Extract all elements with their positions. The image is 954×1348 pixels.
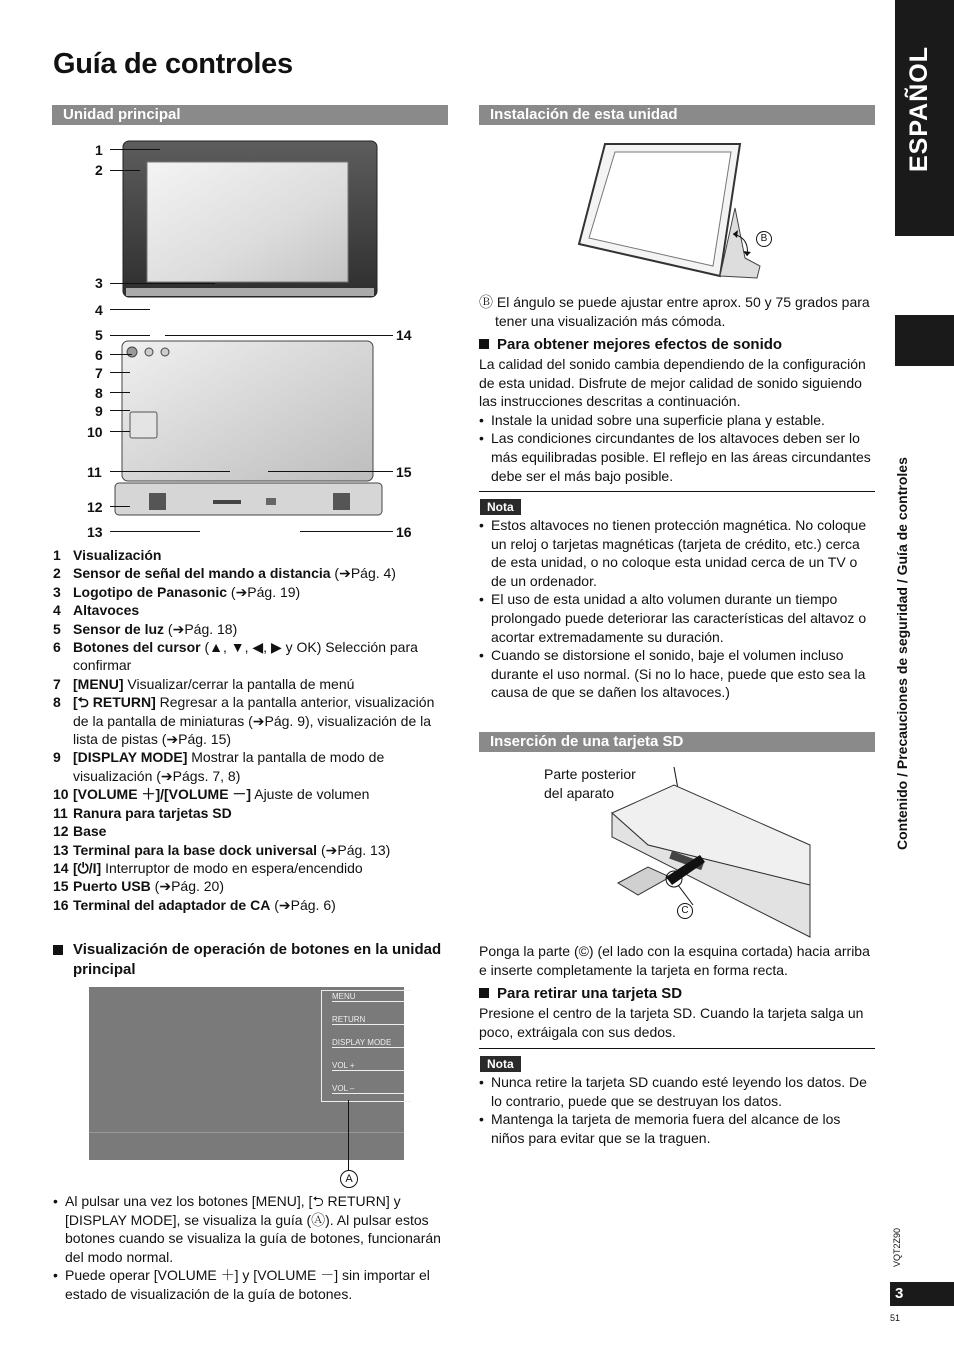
remove-heading: Para retirar una tarjeta SD bbox=[479, 984, 682, 1004]
leader-3 bbox=[110, 283, 215, 284]
leader-16 bbox=[300, 531, 393, 532]
list-item: 9 [DISPLAY MODE] Mostrar la pantalla de modo de visualización (➔Págs. 7, 8) bbox=[53, 749, 385, 784]
leader-2 bbox=[110, 170, 140, 171]
callout-16: 16 bbox=[396, 524, 412, 540]
sd-text: Ponga la parte (©) (el lado con la esquina cortada) hacia arriba e inserte completamente la tarjeta en forma recta. bbox=[479, 943, 870, 978]
leader-15 bbox=[268, 471, 393, 472]
callout-12: 12 bbox=[87, 499, 103, 515]
nota2-bullets bbox=[479, 1073, 875, 1147]
callout-5: 5 bbox=[95, 327, 103, 343]
guide-label-return: RETURN bbox=[332, 1015, 404, 1025]
list-item: 2 Sensor de señal del mando a distancia (➔Pág. 4) bbox=[53, 565, 396, 582]
language-label: ESPAÑOL bbox=[905, 46, 933, 172]
guide-pointer-line bbox=[348, 1100, 349, 1170]
callout-2: 2 bbox=[95, 162, 103, 178]
callout-13: 13 bbox=[87, 524, 103, 540]
remove-text: Presione el centro de la tarjeta SD. Cuando la tarjeta salga un poco, extráigala con sus dedos. bbox=[479, 1005, 864, 1040]
leader-4 bbox=[110, 309, 150, 310]
list-item: • Puede operar [VOLUME ＋] y [VOLUME －] sin importar el estado de visualización de la guía de botones. bbox=[53, 1267, 430, 1302]
leader-12 bbox=[110, 506, 130, 507]
list-item: 12 Base bbox=[53, 823, 107, 840]
leader-7 bbox=[110, 372, 130, 373]
list-item: 5 Sensor de luz (➔Pág. 18) bbox=[53, 620, 238, 637]
callout-11: 11 bbox=[87, 464, 102, 480]
callout-4: 4 bbox=[95, 302, 103, 318]
list-item: • Al pulsar una vez los botones [MENU], [⮌ RETURN] y [DISPLAY MODE], se visualiza la guía (Ⓐ). Al pulsar estos botones cuando se visualiza la guía de botones, funcionarán del modo normal. bbox=[53, 1193, 441, 1265]
list-item: 7 [MENU] Visualizar/cerrar la pantalla de menú bbox=[53, 675, 355, 692]
list-item: • Estos altavoces no tienen protección magnética. No coloque un reloj o tarjetas magnéticas (tarjeta de crédito, etc.) cerca de esta unidad, o no coloque esta unidad cerca de un TV o de un ordenador. bbox=[479, 517, 867, 589]
callout-14: 14 bbox=[396, 327, 412, 343]
callout-7: 7 bbox=[95, 365, 103, 381]
device-stand-illustration bbox=[575, 138, 765, 288]
list-item: 11 Ranura para tarjetas SD bbox=[53, 804, 232, 821]
callout-3: 3 bbox=[95, 275, 103, 291]
callout-6: 6 bbox=[95, 347, 103, 363]
list-item: • Instale la unidad sobre una superficie plana y estable. bbox=[479, 411, 825, 428]
guide-heading: Visualización de operación de botones en la unidad principal bbox=[53, 940, 448, 980]
nota-label: Nota bbox=[480, 499, 521, 515]
guide-label-vol-minus: VOL – bbox=[332, 1084, 404, 1094]
section-bar-sd-insert: Inserción de una tarjeta SD bbox=[479, 732, 875, 752]
document-code: VQT2Z90 bbox=[892, 1228, 902, 1268]
sd-marker-c: C bbox=[677, 903, 693, 919]
side-section-label: Contenido / Precauciones de seguridad / Guía de controles bbox=[894, 457, 910, 850]
list-item: 13 Terminal para la base dock universal (➔Pág. 13) bbox=[53, 841, 391, 858]
guide-bottom-divider bbox=[89, 1132, 404, 1133]
list-item: 14 [⏻/I] Interruptor de modo en espera/encendido bbox=[53, 859, 363, 876]
guide-bullets bbox=[53, 1192, 450, 1304]
list-item: 4 Altavoces bbox=[53, 602, 140, 619]
button-guide-screen bbox=[89, 987, 404, 1160]
callout-15: 15 bbox=[396, 464, 412, 480]
sound-heading: Para obtener mejores efectos de sonido bbox=[479, 335, 782, 355]
divider bbox=[479, 1048, 875, 1049]
leader-10 bbox=[110, 431, 130, 432]
guide-label-display-mode: DISPLAY MODE bbox=[332, 1038, 404, 1048]
device-back-illustration bbox=[113, 338, 385, 518]
list-item: 1 Visualización bbox=[53, 547, 162, 563]
divider bbox=[479, 491, 875, 492]
guide-marker-a: A bbox=[340, 1170, 358, 1188]
controls-list bbox=[53, 546, 453, 914]
language-tab bbox=[895, 0, 954, 236]
leader-9 bbox=[110, 410, 130, 411]
bullet-square-icon bbox=[479, 339, 489, 349]
list-item: • Mantenga la tarjeta de memoria fuera del alcance de los niños para evitar que se la traguen. bbox=[479, 1111, 841, 1146]
guide-label-menu: MENU bbox=[332, 992, 404, 1002]
guide-label-vol-plus: VOL + bbox=[332, 1061, 404, 1071]
bullet-square-icon bbox=[479, 988, 489, 998]
callout-10: 10 bbox=[87, 424, 103, 440]
leader-1 bbox=[110, 149, 160, 150]
list-item: 15 Puerto USB (➔Pág. 20) bbox=[53, 878, 225, 895]
footer-number: 51 bbox=[890, 1313, 901, 1323]
list-item: 16 Terminal del adaptador de CA (➔Pág. 6) bbox=[53, 896, 336, 913]
leader-13 bbox=[110, 531, 200, 532]
list-item: • Cuando se distorsione el sonido, baje el volumen incluso durante el uso normal. (Si no lo hace, puede que esto sea la causa de que se dañen los altavoces.) bbox=[479, 647, 866, 701]
bullet-square-icon bbox=[53, 945, 63, 955]
section-bar-main-unit: Unidad principal bbox=[52, 105, 448, 125]
page-title: Guía de controles bbox=[53, 48, 293, 80]
leader-6 bbox=[110, 354, 132, 355]
list-item: 8 [⮌ RETURN] Regresar a la pantalla anterior, visualización de la pantalla de miniaturas (➔Pág. 9), visualización de la lista de pistas (➔Pág. 15) bbox=[53, 694, 435, 748]
device-front-illustration bbox=[120, 138, 382, 303]
page-number-box bbox=[890, 1282, 954, 1306]
page-number: 3 bbox=[895, 1285, 904, 1302]
install-note: Ⓑ El ángulo se puede ajustar entre aprox. 50 y 75 grados para tener una visualización más cómoda. bbox=[479, 294, 870, 329]
sd-caption: Parte posterior del aparato bbox=[544, 766, 636, 801]
list-item: 10 [VOLUME ＋]/[VOLUME －] Ajuste de volumen bbox=[53, 786, 370, 803]
leader-11 bbox=[110, 471, 230, 472]
sd-insert-illustration bbox=[608, 765, 813, 940]
section-tab bbox=[895, 315, 954, 366]
list-item: • Nunca retire la tarjeta SD cuando esté leyendo los datos. De lo contrario, puede que se destruyan los datos. bbox=[479, 1074, 867, 1109]
nota-label: Nota bbox=[480, 1056, 521, 1072]
leader-5 bbox=[110, 335, 150, 336]
nota1-bullets bbox=[479, 516, 875, 702]
sound-text: La calidad del sonido cambia dependiendo de la configuración de esta unidad. Disfrute de mejor calidad de sonido siguiendo las instrucciones descritas a continuación. • Instale la unidad sobre una superficie plana y estable. • Las condiciones circundantes de los altavoces deben ser lo más equilibradas posible. El reflejo en las áreas circundantes debe ser el más bajo posible. bbox=[479, 355, 875, 485]
list-item: 6 Botones del cursor (▲, ▼, ◀, ▶ y OK) Selección para confirmar bbox=[53, 639, 418, 674]
section-bar-installation: Instalación de esta unidad bbox=[479, 105, 875, 125]
list-item: 3 Logotipo de Panasonic (➔Pág. 19) bbox=[53, 583, 301, 600]
install-marker-b: B bbox=[756, 231, 772, 247]
callout-8: 8 bbox=[95, 385, 103, 401]
callout-9: 9 bbox=[95, 403, 103, 419]
leader-8 bbox=[110, 392, 130, 393]
callout-1: 1 bbox=[95, 142, 103, 158]
leader-14 bbox=[165, 335, 393, 336]
list-item: • El uso de esta unidad a alto volumen durante un tiempo prolongado puede deteriorar las características del altavoz o acortar extremadamente su duración. bbox=[479, 591, 867, 645]
list-item: • Las condiciones circundantes de los altavoces deben ser lo más equilibradas posible. El reflejo en las áreas circundantes debe ser el más bajo posible. bbox=[479, 430, 871, 484]
